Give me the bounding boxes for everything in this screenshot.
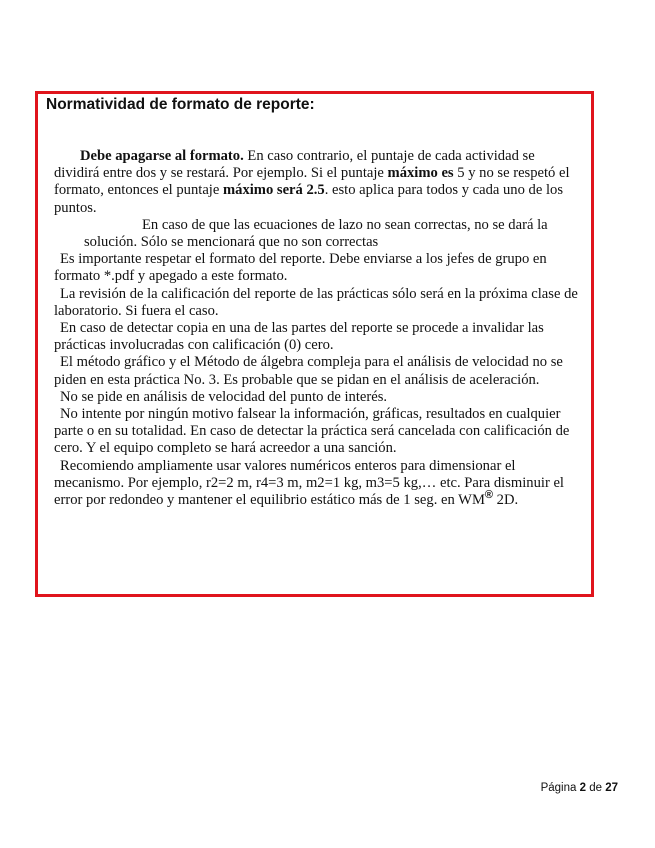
of-label: de	[589, 782, 602, 794]
bold-lead: Debe apagarse al formato.	[80, 148, 244, 164]
section-title: Normatividad de formato de reporte:	[46, 96, 315, 113]
rules-body	[54, 148, 582, 509]
total-pages: 27	[605, 782, 618, 794]
rule-integer-values	[54, 458, 582, 510]
text-segment: En caso contrario, el puntaje de cada actividad se dividirá entre dos y se restará. Por ejemplo. Si el puntaje	[54, 148, 535, 182]
rule-point-of-interest: No se pide en análisis de velocidad del punto de interés.	[60, 388, 388, 405]
bold-segment: máximo será 2.5	[222, 182, 325, 199]
text-segment: Recomiendo ampliamente usar valores numéricos enteros para dimensionar el mecanismo. Por ejemplo, r2=2 m, r4=3 m, m2=1 kg, m3=5 kg,… etc. Para disminuir el error por redondeo y mantener el equilibrio estático más de 1 seg. en WM	[54, 457, 564, 509]
page-number-footer	[541, 782, 618, 794]
rule-grade-review: La revisión de la calificación del reporte de las prácticas sólo será en la próxima clase de laboratorio. Si fuera el caso.	[54, 285, 578, 319]
bold-segment: máximo es	[387, 165, 454, 182]
text-segment: . esto aplica para todos y cada uno de los puntos.	[54, 182, 564, 216]
rule-methods-not-required: El método gráfico y el Método de álgebra compleja para el análisis de velocidad no se piden en esta práctica No. 3. Es probable que se pidan en el análisis de aceleración.	[54, 354, 563, 388]
rule-format-penalty	[54, 148, 582, 217]
current-page: 2	[579, 782, 586, 794]
page-label: Página	[540, 782, 577, 794]
rule-loop-equations: En caso de que las ecuaciones de lazo no sean correctas, no se dará la solución. Sólo se mencionará que no son correctas	[84, 216, 548, 251]
rule-no-falsification: No intente por ningún motivo falsear la información, gráficas, resultados en cualquier parte o en su totalidad. En caso de detectar la práctica será cancelada con calificación de cero. Y el equipo completo se hará acreedor a una sanción.	[54, 406, 570, 457]
rule-copy-detection: En caso de detectar copia en una de las partes del reporte se procede a invalidar las prácticas involucradas con calificación (0) cero.	[54, 320, 544, 354]
rule-respect-format: Es importante respetar el formato del reporte. Debe enviarse a los jefes de grupo en formato *.pdf y apegado a este formato.	[54, 251, 547, 285]
registered-mark: ®	[484, 489, 494, 502]
text-segment: 2D.	[493, 492, 519, 509]
text-segment: 5 y no se respetó el formato, entonces el puntaje	[54, 165, 570, 199]
